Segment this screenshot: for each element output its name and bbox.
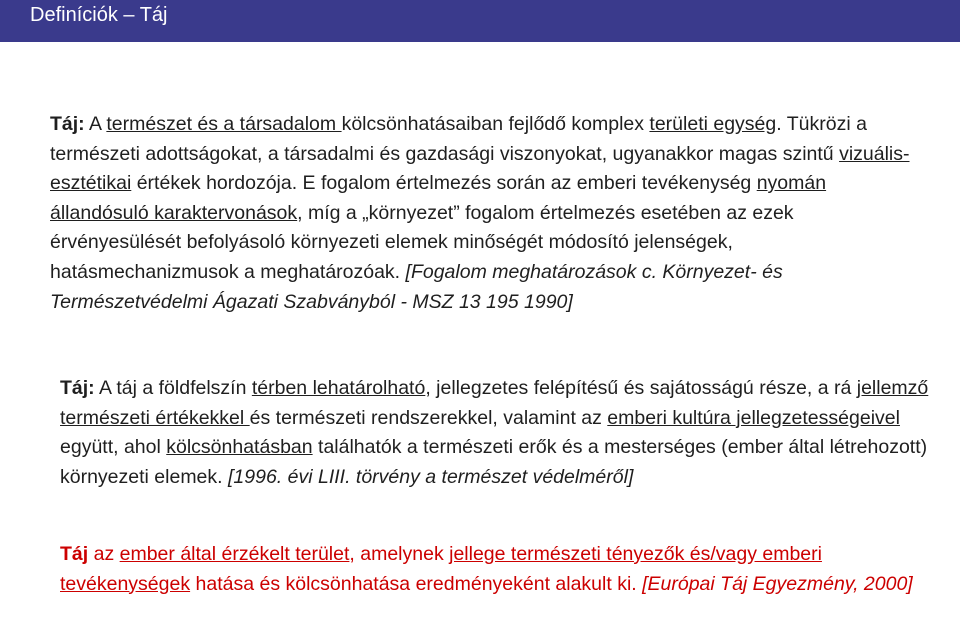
definition-paragraph-european-convention <box>60 540 930 599</box>
underlined-phrase: emberi kultúra jellegzetességeivel <box>607 406 900 429</box>
text-run: hatása és kölcsönhatása eredményeként alakult ki. <box>190 572 643 595</box>
underlined-phrase: térben lehatárolható <box>251 377 426 399</box>
underlined-phrase: nyomán állandósuló karaktervonások <box>50 172 827 224</box>
underlined-phrase: kölcsönhatásban <box>166 436 313 459</box>
source-citation: [Európai Táj Egyezmény, 2000] <box>642 572 913 595</box>
text-run: A <box>84 113 107 135</box>
text-run: együtt, ahol <box>60 436 167 459</box>
text-run: értékek hordozója. E fogalom értelmezés során az emberi tevékenység <box>131 172 757 195</box>
text-run: , míg a „környezet” fogalom értelmezés esetében az ezek érvényesülését befolyásoló környezeti elemek minőségét módosító jelenségek, hatásmechanizmusok a meghatározóak. <box>50 201 794 283</box>
term-label: Táj: <box>50 113 85 135</box>
text-run: A táj a földfelszín <box>94 377 252 399</box>
source-citation: [1996. évi LIII. törvény a természet védelméről] <box>228 465 634 488</box>
underlined-phrase: jellemző természeti értékekkel <box>60 377 929 429</box>
definition-paragraph-msz <box>50 110 920 317</box>
underlined-phrase: jellege természeti tényezők és/vagy emberi tevékenységek <box>60 543 822 595</box>
text-run: , amelynek <box>349 543 450 565</box>
text-run: , jellegzetes felépítésű és sajátosságú része, a rá <box>425 377 857 399</box>
text-run: találhatók a természeti erők és a mesterséges (ember által létrehozott) környezeti elemek. <box>60 436 928 488</box>
term-label: Táj <box>60 543 89 565</box>
underlined-phrase: ember által érzékelt terület <box>119 543 350 565</box>
underlined-phrase: vizuális-esztétikai <box>50 142 910 195</box>
underlined-phrase: területi egység <box>649 113 777 135</box>
slide-title-bar <box>0 0 960 42</box>
text-run: . Tükrözi a természeti adottságokat, a társadalmi és gazdasági viszonyokat, ugyanakkor magas szintű <box>50 113 867 165</box>
slide-title: Definíciók – Táj <box>30 4 168 26</box>
text-run: és természeti rendszerekkel, valamint az <box>249 406 608 429</box>
text-run: az <box>88 543 120 565</box>
underlined-phrase: természet és a társadalom <box>106 113 342 135</box>
source-citation: [Fogalom meghatározások c. Környezet- és Természetvédelmi Ágazati Szabványból - MSZ 13 195 1990] <box>50 260 783 313</box>
text-run: kölcsönhatásaiban fejlődő komplex <box>341 113 650 135</box>
term-label: Táj: <box>60 377 95 399</box>
definition-paragraph-law <box>60 374 930 492</box>
